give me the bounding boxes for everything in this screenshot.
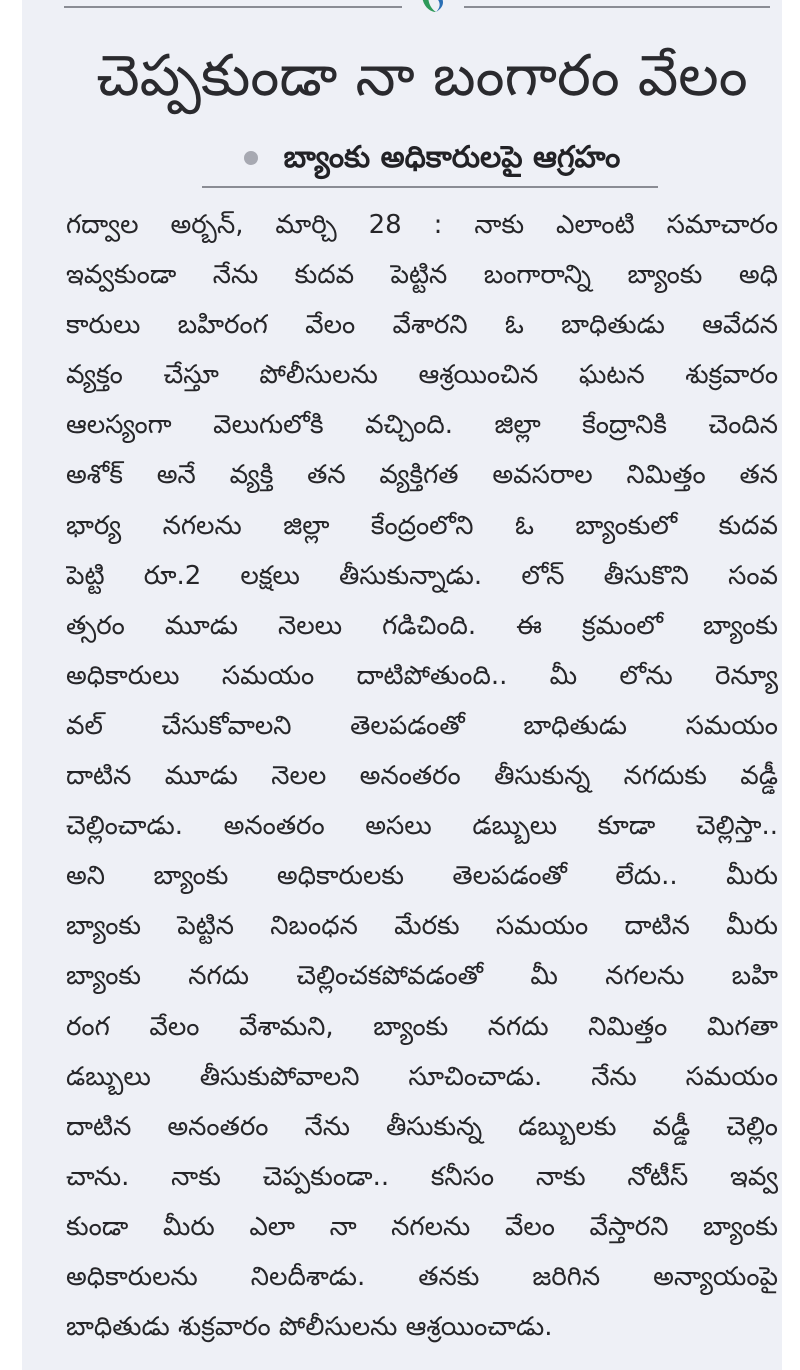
body-line: బాధితుడు శుక్రవారం పోలీసులను ఆశ్రయించాడు. <box>66 1312 553 1343</box>
body-line: భార్య నగలను జిల్లా కేంద్రంలోని ఓ బ్యాంకులో కుదవ <box>66 510 778 541</box>
body-line: కుండా మీరు ఎలా నా నగలను వేలం వేస్తారని బ్యాంకు <box>66 1211 778 1242</box>
article-subheadline: బ్యాంకు అధికారులపై ఆగ్రహం <box>283 140 621 175</box>
body-line: అశోక్ అనే వ్యక్తి తన వ్యక్తిగత అవసరాల నిమిత్తం తన <box>66 460 778 491</box>
body-line: ఆలస్యంగా వెలుగులోకి వచ్చింది. జిల్లా కేంద్రానికి చెందిన <box>66 410 778 441</box>
body-line: దాటిన మూడు నెలల అనంతరం తీసుకున్న నగదుకు వడ్డీ <box>66 761 778 792</box>
body-line: డబ్బులు తీసుకుపోవాలని సూచించాడు. నేను సమయం <box>66 1061 778 1092</box>
article-headline: చెప్పకుండా నా బంగారం వేలం <box>96 43 748 109</box>
body-line: రంగ వేలం వేశామని, బ్యాంకు నగదు నిమిత్తం మిగతా <box>66 1011 778 1042</box>
body-line: ఇవ్వకుండా నేను కుదవ పెట్టిన బంగారాన్ని బ్యాంకు అధి <box>66 260 778 291</box>
body-line: బ్యాంకు పెట్టిన నిబంధన మేరకు సమయం దాటిన మీరు <box>66 911 778 942</box>
bullet-icon <box>244 151 258 165</box>
body-line: చెల్లించాడు. అనంతరం అసలు డబ్బులు కూడా చెల్లిస్తా.. <box>66 811 778 842</box>
body-line: వల్ చేసుకోవాలని తెలపడంతో బాధితుడు సమయం <box>66 710 778 741</box>
body-line: పెట్టి రూ.2 లక్షలు తీసుకున్నాడు. లోన్ తీసుకొని సంవ <box>66 560 778 591</box>
top-divider-right <box>464 6 770 8</box>
article-body <box>66 200 778 1352</box>
body-line: బ్యాంకు నగదు చెల్లించకపోవడంతో మీ నగలను బహి <box>66 961 778 992</box>
newspaper-clipping <box>22 0 782 1370</box>
body-line: కారులు బహిరంగ వేలం వేశారని ఓ బాధితుడు ఆవేదన <box>66 310 778 341</box>
body-line: అధికారులను నిలదీశాడు. తనకు జరిగిన అన్యాయంపై <box>66 1261 778 1292</box>
body-line: చాను. నాకు చెప్పకుండా.. కనీసం నాకు నోటీస్ ఇవ్వ <box>66 1161 778 1192</box>
publication-emblem-icon <box>418 0 452 14</box>
subheadline-divider <box>202 186 658 188</box>
body-line: దాటిన అనంతరం నేను తీసుకున్న డబ్బులకు వడ్డీ చెల్లిం <box>66 1111 778 1142</box>
top-divider-left <box>64 6 402 8</box>
body-line: వ్యక్తం చేస్తూ పోలీసులను ఆశ్రయించిన ఘటన శుక్రవారం <box>66 360 778 391</box>
body-line: గద్వాల అర్బన్, మార్చి 28 : నాకు ఎలాంటి సమాచారం <box>66 210 778 240</box>
body-line: అధికారులు సమయం దాటిపోతుంది.. మీ లోను రెన్యూ <box>66 660 778 691</box>
subheadline-row <box>182 132 682 184</box>
body-line: అని బ్యాంకు అధికారులకు తెలపడంతో లేదు.. మీరు <box>66 861 778 892</box>
body-line: త్సరం మూడు నెలలు గడిచింది. ఈ క్రమంలో బ్యాంకు <box>66 610 778 641</box>
